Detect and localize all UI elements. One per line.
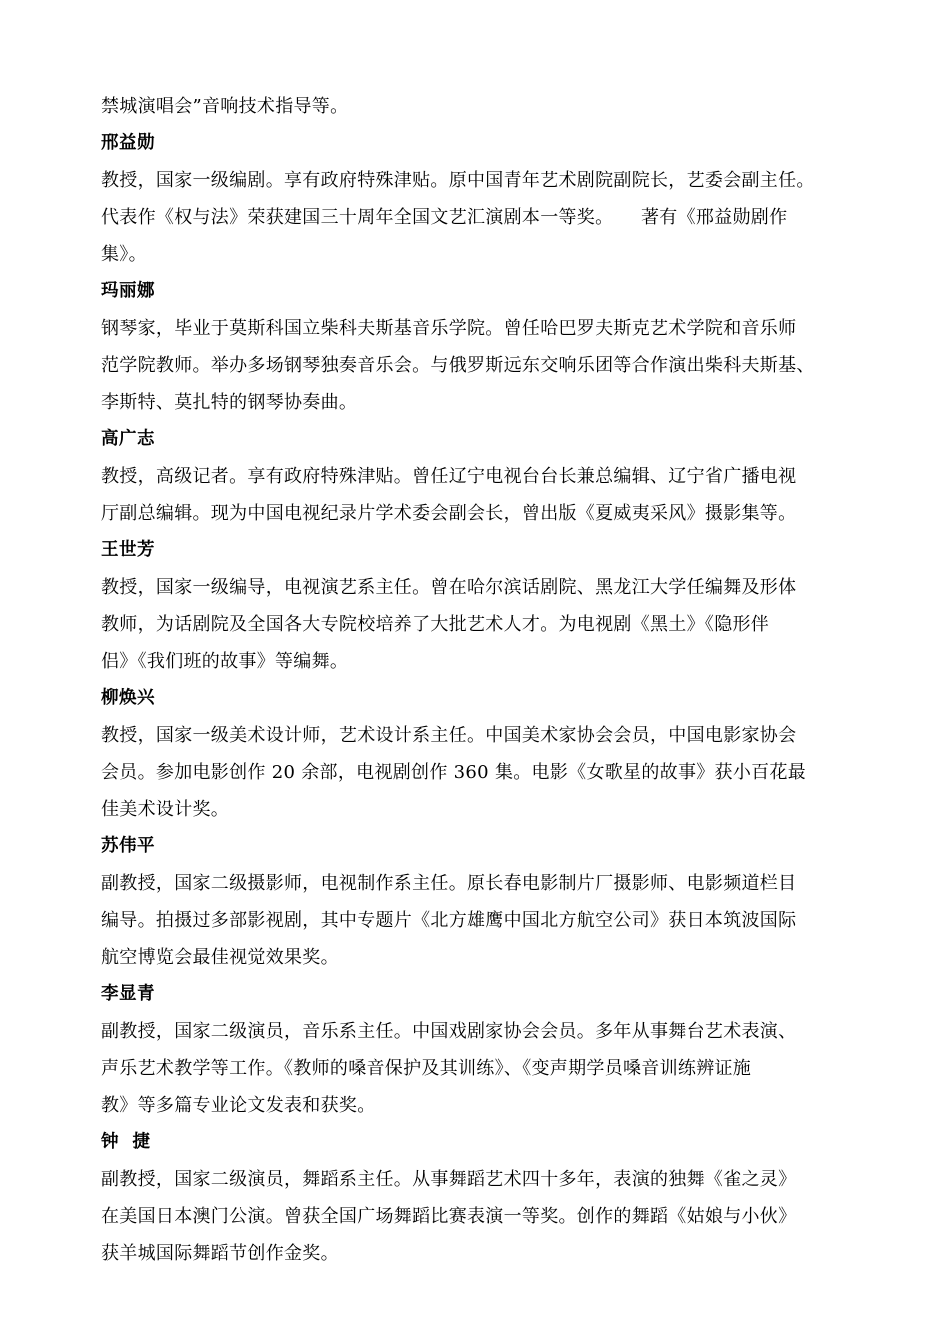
person-name: 柳焕兴: [101, 688, 155, 708]
bio-line: 集》。: [101, 244, 147, 265]
person-block-gao-guangzhi: [101, 421, 861, 532]
bio-line: 侣》《我们班的故事》等编舞。: [101, 651, 349, 672]
bio-line: 声乐艺术教学等工作。《教师的嗓音保护及其训练》、《变声期学员嗓音训练辨证施: [101, 1058, 752, 1079]
person-block-wang-shifang: [101, 532, 861, 680]
bio-line: 教授，国家一级编剧。享有政府特殊津贴。原中国青年艺术剧院副院长，艺委会副主任。: [101, 170, 815, 191]
bio-line: 钢琴家，毕业于莫斯科国立柴科夫斯基音乐学院。曾任哈巴罗夫斯克艺术学院和音乐师: [101, 318, 797, 339]
bio-line: 教授，国家一级编导，电视演艺系主任。曾在哈尔滨话剧院、黑龙江大学任编舞及形体: [101, 577, 797, 598]
person-name: 高广志: [101, 429, 155, 449]
bio-line: 佳美术设计奖。: [101, 799, 230, 820]
person-block-su-weiping: [101, 828, 861, 976]
person-name: 玛丽娜: [101, 281, 155, 301]
bio-line: 副教授，国家二级演员，音乐系主任。中国戏剧家协会会员。多年从事舞台艺术表演、: [101, 1021, 797, 1042]
bio-line: 李斯特、莫扎特的钢琴协奏曲。: [101, 392, 358, 413]
person-block-xing-yixun: [101, 125, 861, 273]
bio-line: 会员。参加电影创作 20 余部，电视剧创作 360 集。电影《女歌星的故事》获小百花最: [101, 762, 807, 783]
person-name: 邢益勋: [101, 133, 155, 153]
bio-line: 教授，国家一级美术设计师，艺术设计系主任。中国美术家协会会员，中国电影家协会: [101, 725, 797, 746]
person-block-zhong-jie: [101, 1124, 861, 1272]
bio-line: 航空博览会最佳视觉效果奖。: [101, 947, 339, 968]
bio-line: 范学院教师。举办多场钢琴独奏音乐会。与俄罗斯远东交响乐团等合作演出柴科夫斯基、: [101, 355, 815, 376]
bio-line: 副教授，国家二级摄影师，电视制作系主任。原长春电影制片厂摄影师、电影频道栏目: [101, 873, 797, 894]
bio-line: 厅副总编辑。现为中国电视纪录片学术委会副会长，曾出版《夏威夷采风》摄影集等。: [101, 503, 797, 524]
bio-line: 编导。拍摄过多部影视剧，其中专题片《北方雄鹰中国北方航空公司》获日本筑波国际: [101, 910, 797, 931]
document-page: [101, 88, 861, 1272]
person-name: 钟捷: [101, 1132, 164, 1152]
intro-tail-line: 禁城演唱会”音响技术指导等。: [101, 96, 349, 117]
bio-line: 代表作《权与法》荣获建国三十周年全国文艺汇演剧本一等奖。 著有《邢益勋剧作: [101, 207, 788, 228]
bio-line: 在美国日本澳门公演。曾获全国广场舞蹈比赛表演一等奖。创作的舞蹈《姑娘与小伙》: [101, 1206, 797, 1227]
person-block-liu-huanxing: [101, 680, 861, 828]
bio-line: 教师，为话剧院及全国各大专院校培养了大批艺术人才。为电视剧《黑土》《隐形伴: [101, 614, 770, 635]
bio-line: 教授，高级记者。享有政府特殊津贴。曾任辽宁电视台台长兼总编辑、辽宁省广播电视: [101, 466, 797, 487]
person-name: 李显青: [101, 984, 155, 1004]
person-name: 王世芳: [101, 540, 155, 560]
person-block-malina: [101, 273, 861, 421]
bio-line: 获羊城国际舞蹈节创作金奖。: [101, 1243, 339, 1264]
bio-line: 教》等多篇专业论文发表和获奖。: [101, 1095, 376, 1116]
bio-line: 副教授，国家二级演员，舞蹈系主任。从事舞蹈艺术四十多年，表演的独舞《雀之灵》: [101, 1169, 797, 1190]
person-name: 苏伟平: [101, 836, 155, 856]
person-block-li-xianqing: [101, 976, 861, 1124]
